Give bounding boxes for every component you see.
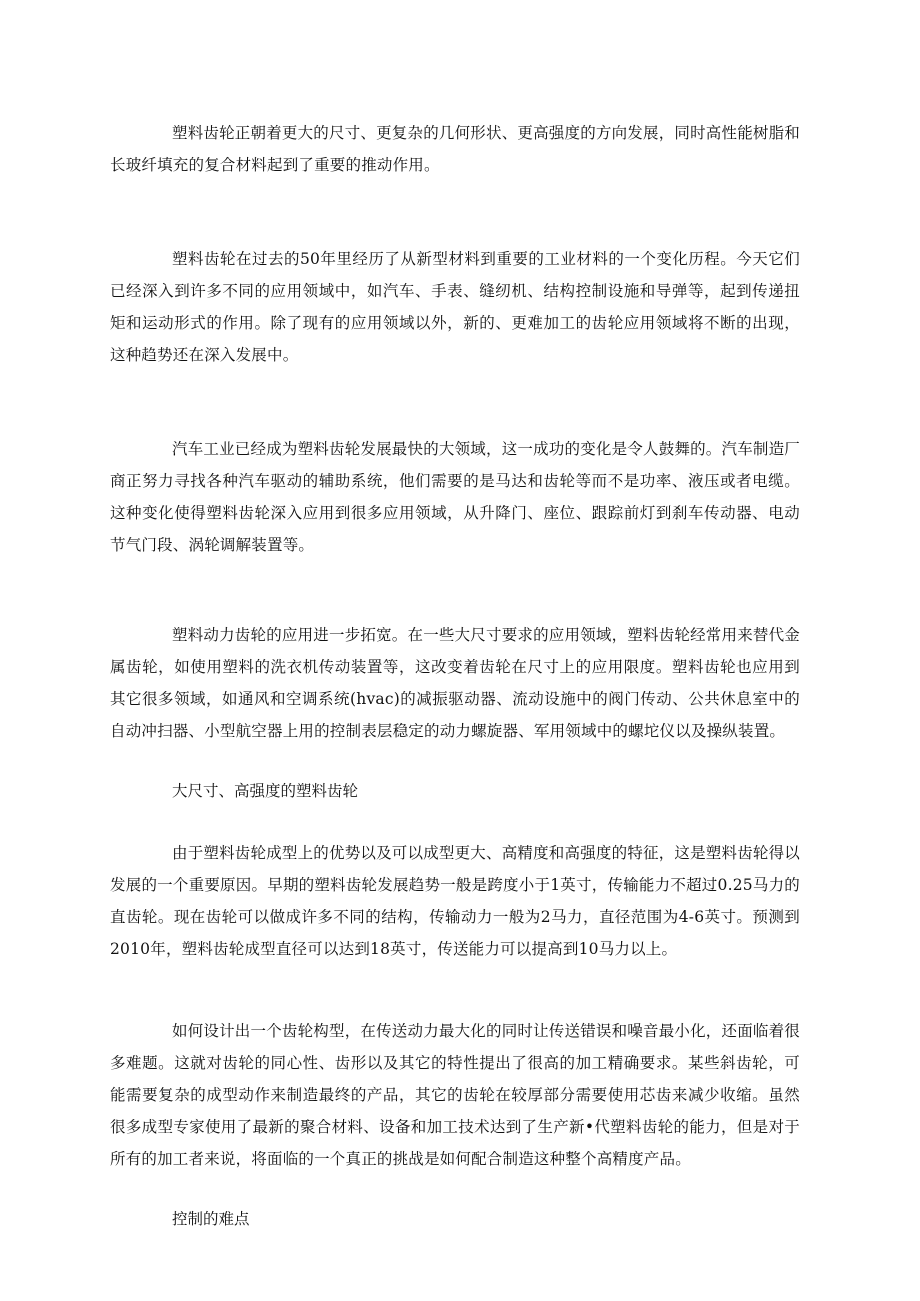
paragraph-automotive: 汽车工业已经成为塑料齿轮发展最快的大领域，这一成功的变化是令人鼓舞的。汽车制造厂商正努力寻找各种汽车驱动的辅助系统，他们需要的是马达和齿轮等而不是功率、液压或者电缆。这种变化使得塑料齿轮深入应用到很多应用领域，从升降门、座位、跟踪前灯到刹车传动器、电动节气门段、涡轮调解装置等。	[110, 440, 801, 554]
document-body	[110, 117, 800, 1235]
section-heading-control-difficulty: 控制的难点	[172, 1210, 250, 1228]
paragraph-power-gears: 塑料动力齿轮的应用进一步拓宽。在一些大尺寸要求的应用领域，塑料齿轮经常用来替代金属齿轮，如使用塑料的洗衣机传动装置等，这改变着齿轮在尺寸上的应用限度。塑料齿轮也应用到其它很多领域，如通风和空调系统(hvac)的减振驱动器、流动设施中的阀门传动、公共休息室中的自动冲扫器、小型航空器上用的控制表层稳定的动力螺旋器、军用领域中的螺坨仪以及操纵装置。	[110, 626, 801, 740]
paragraph-design-challenges: 如何设计出一个齿轮构型，在传送动力最大化的同时让传送错误和噪音最小化，还面临着很多难题。这就对齿轮的同心性、齿形以及其它的特性提出了很高的加工精确要求。某些斜齿轮，可能需要复杂的成型动作来制造最终的产品，其它的齿轮在较厚部分需要使用芯齿来减少收缩。虽然很多成型专家使用了最新的聚合材料、设备和加工技术达到了生产新•代塑料齿轮的能力，但是对于所有的加工者来说，将面临的一个真正的挑战是如何配合制造这种整个高精度产品。	[110, 1022, 801, 1168]
paragraph-intro: 塑料齿轮正朝着更大的尺寸、更复杂的几何形状、更高强度的方向发展，同时高性能树脂和长玻纤填充的复合材料起到了重要的推动作用。	[110, 124, 801, 174]
paragraph-molding-advantages: 由于塑料齿轮成型上的优势以及可以成型更大、高精度和高强度的特征，这是塑料齿轮得以发展的一个重要原因。早期的塑料齿轮发展趋势一般是跨度小于1英寸，传输能力不超过0.25马力的直齿轮。现在齿轮可以做成许多不同的结构，传输动力一般为2马力，直径范围为4-6英寸。预测到2010年，塑料齿轮成型直径可以达到18英寸，传送能力可以提高到10马力以上。	[110, 844, 801, 958]
section-heading-large-gears: 大尺寸、高强度的塑料齿轮	[172, 782, 359, 800]
paragraph-history: 塑料齿轮在过去的50年里经历了从新型材料到重要的工业材料的一个变化历程。今天它们已经深入到许多不同的应用领域中，如汽车、手表、缝纫机、结构控制设施和导弹等，起到传递扭矩和运动形式的作用。除了现有的应用领域以外，新的、更难加工的齿轮应用领域将不断的出现，这种趋势还在深入发展中。	[110, 250, 800, 364]
